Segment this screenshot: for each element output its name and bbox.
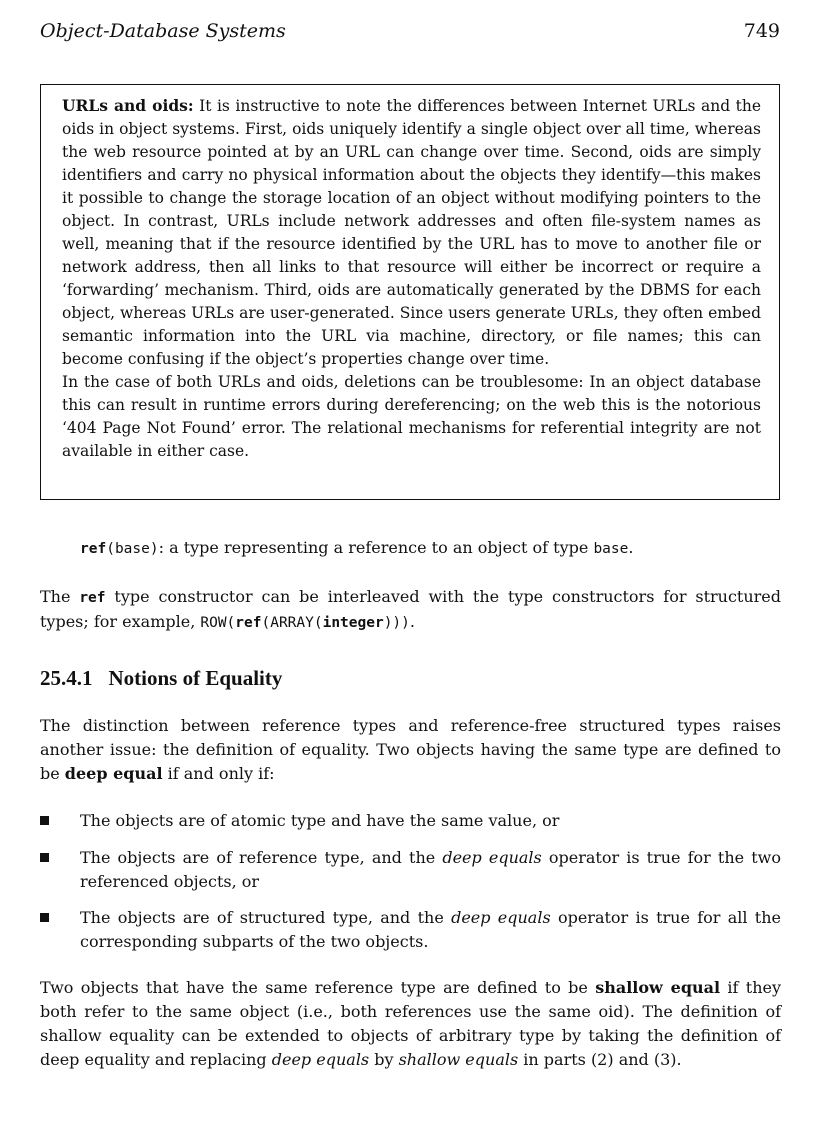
code-row-example: ROW( — [200, 615, 236, 631]
running-title: Object-Database Systems — [40, 20, 286, 42]
term-shallow-equal: shallow equal — [595, 978, 721, 997]
bullet-square-icon — [40, 913, 49, 922]
section-number: 25.4.1 — [40, 666, 93, 690]
sidebar-paragraph-2: In the case of both URLs and oids, deletions can be troublesome: In an object database this can result in runtime errors during dereferencing; on the web this is the notorious ‘404 Page Not Found’ error. The relational mechanisms for referential integrity are not available in either case. — [62, 373, 761, 460]
shallow-equality-paragraph: Two objects that have the same reference type are defined to be shallow equal if they both refer to the same object (i.e., both references use the same oid). The definition of shallow equality can be extended to objects of arbitrary type by taking the definition of deep equality and replacing deep equals by shallow equals in parts (2) and (3). — [40, 978, 782, 1069]
code-ref-inline: ref — [79, 590, 106, 606]
ref-type-definition: ref(base): a type representing a reference to an object of type base. — [80, 538, 634, 557]
ref-constructor-paragraph: The ref type constructor can be interleaved with the type constructors for structured types; for example, ROW(ref(ARRAY(integer))). — [40, 587, 782, 631]
equality-intro-paragraph: The distinction between reference types and reference-free structured types raises another issue: the definition of equality. Two objects having the same type are defined to be deep equal if and only if: — [40, 716, 781, 783]
code-base-type: base — [593, 541, 629, 557]
sidebar-lead: URLs and oids: — [62, 96, 194, 115]
running-header — [40, 20, 780, 42]
urls-and-oids-sidebar-box — [40, 84, 780, 500]
page-number: 749 — [743, 20, 780, 42]
section-heading — [40, 666, 282, 691]
ref-definition-text: : a type representing a reference to an object of type — [158, 538, 594, 557]
bullet-square-icon — [40, 853, 49, 862]
list-item: The objects are of reference type, and the deep equals operator is true for the two referenced objects, or — [40, 846, 781, 894]
bullet-square-icon — [40, 816, 49, 825]
section-title: Notions of Equality — [108, 666, 283, 690]
list-item: The objects are of atomic type and have the same value, or — [40, 809, 781, 833]
list-item: The objects are of structured type, and the deep equals operator is true for all the corresponding subparts of the two objects. — [40, 906, 781, 954]
code-ref: ref — [80, 541, 107, 557]
sidebar-paragraph-1-text: It is instructive to note the differences between Internet URLs and the oids in object systems. First, oids uniquely identify a single object over all time, whereas the web resource pointed at by an URL can change over time. Second, oids are simply identifiers and carry no physical information about the objects they identify—this makes it possible to change the storage location of an object without modifying pointers to the object. In contrast, URLs include network addresses and often file-system names as well, meaning that if the resource identified by the URL has to move to another file or network address, then all links to that resource will either be incorrect or require a ‘forwarding’ mechanism. Third, oids are automatically generated by the DBMS for each object, whereas URLs are user-generated. Since users generate URLs, they often embed semantic information into the URL via machine, directory, or file names; this can become confusing if the object’s properties change over time. — [62, 97, 761, 368]
term-deep-equal: deep equal — [64, 764, 163, 783]
sidebar-paragraph-1 — [62, 94, 761, 371]
code-base-arg: base — [114, 541, 150, 557]
